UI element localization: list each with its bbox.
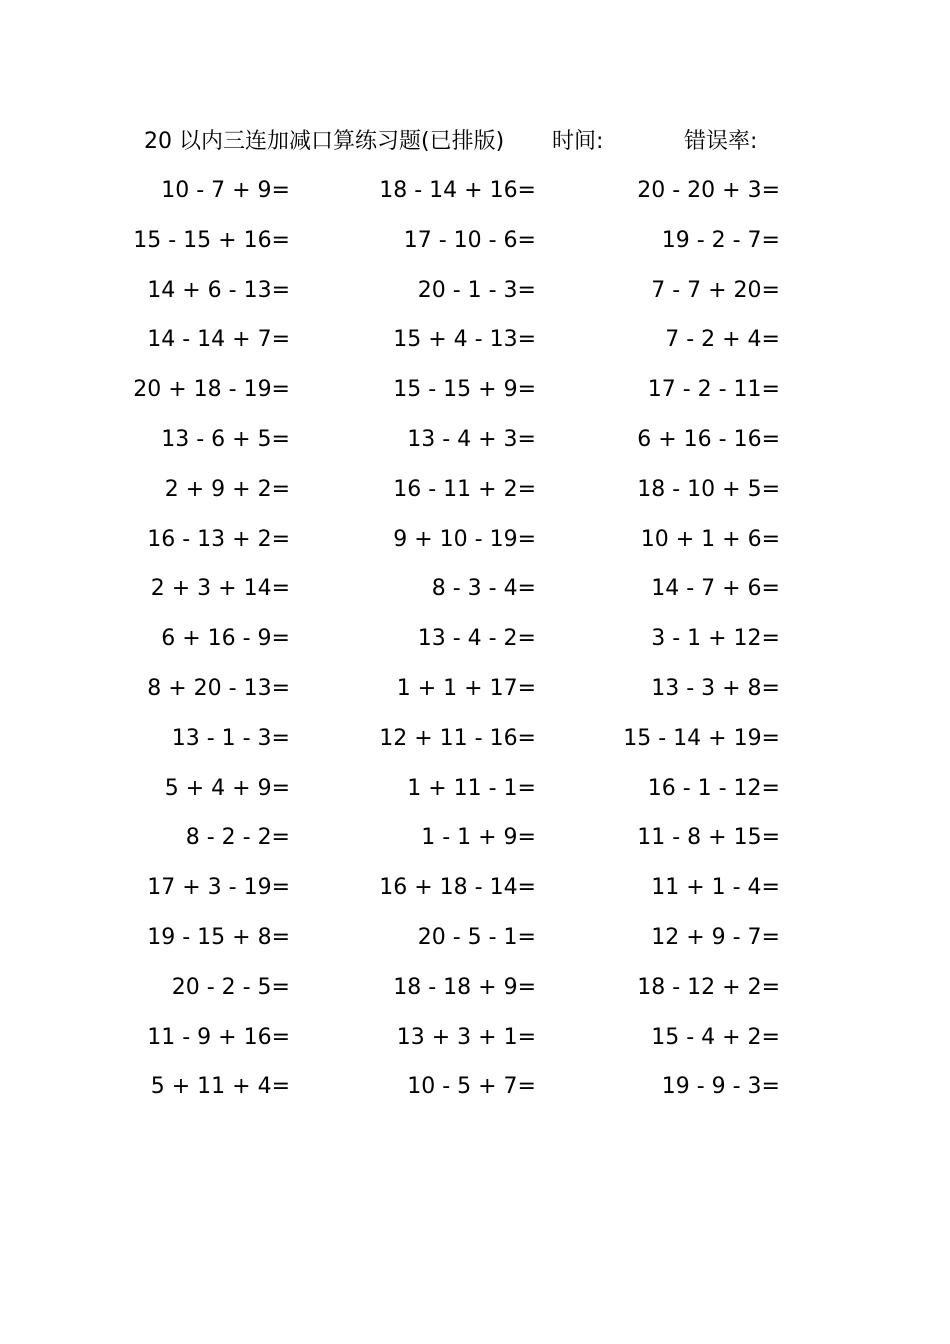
worksheet-header — [0, 124, 950, 160]
problem-row — [0, 515, 950, 565]
problem-item: 7 - 2 + 4= — [665, 327, 780, 353]
problem-row — [0, 216, 950, 266]
problem-item: 20 - 1 - 3= — [417, 277, 536, 303]
problem-item: 17 - 10 - 6= — [403, 227, 536, 253]
problem-row — [0, 1013, 950, 1063]
problem-item: 20 - 5 - 1= — [417, 924, 536, 950]
problem-item: 19 - 15 + 8= — [147, 924, 290, 950]
problem-item: 8 + 20 - 13= — [147, 675, 290, 701]
problem-item: 5 + 4 + 9= — [164, 775, 290, 801]
problem-row — [0, 365, 950, 415]
problem-item: 14 + 6 - 13= — [147, 277, 290, 303]
problem-item: 11 - 9 + 16= — [147, 1024, 290, 1050]
problem-item: 5 + 11 + 4= — [150, 1074, 290, 1100]
problem-row — [0, 1062, 950, 1112]
problem-item: 14 - 7 + 6= — [651, 576, 780, 602]
problem-item: 16 + 18 - 14= — [379, 875, 536, 901]
problem-item: 15 - 15 + 16= — [133, 227, 290, 253]
problem-row — [0, 764, 950, 814]
problem-item: 18 - 14 + 16= — [379, 178, 536, 203]
error-rate-label: 错误率: — [684, 129, 758, 154]
problem-item: 15 - 15 + 9= — [393, 377, 536, 403]
problem-item: 6 + 16 - 16= — [637, 426, 780, 452]
problem-item: 12 + 9 - 7= — [651, 924, 780, 950]
problem-row — [0, 415, 950, 465]
problem-grid — [0, 166, 950, 1112]
problem-item: 18 - 10 + 5= — [637, 476, 780, 502]
problem-row — [0, 315, 950, 365]
problem-row — [0, 266, 950, 316]
problem-item: 8 - 2 - 2= — [185, 825, 290, 851]
problem-item: 6 + 16 - 9= — [161, 626, 290, 652]
problem-row — [0, 664, 950, 714]
problem-item: 19 - 9 - 3= — [661, 1074, 780, 1100]
problem-item: 7 - 7 + 20= — [651, 277, 780, 303]
problem-item: 15 + 4 - 13= — [393, 327, 536, 353]
problem-item: 13 - 4 + 3= — [407, 426, 536, 452]
problem-item: 18 - 12 + 2= — [637, 974, 780, 1000]
problem-item: 20 - 20 + 3= — [637, 178, 780, 203]
problem-item: 2 + 3 + 14= — [150, 576, 290, 602]
problem-item: 1 + 11 - 1= — [407, 775, 536, 801]
problem-item: 16 - 11 + 2= — [393, 476, 536, 502]
problem-item: 16 - 13 + 2= — [147, 526, 290, 552]
problem-item: 10 - 7 + 9= — [161, 178, 290, 203]
problem-item: 13 - 6 + 5= — [161, 426, 290, 452]
problem-item: 16 - 1 - 12= — [647, 775, 780, 801]
problem-item: 8 - 3 - 4= — [431, 576, 536, 602]
problem-item: 13 - 3 + 8= — [651, 675, 780, 701]
problem-row — [0, 714, 950, 764]
problem-row — [0, 614, 950, 664]
problem-item: 13 - 1 - 3= — [171, 725, 290, 751]
problem-item: 10 - 5 + 7= — [407, 1074, 536, 1100]
problem-item: 11 + 1 - 4= — [651, 875, 780, 901]
problem-item: 13 - 4 - 2= — [417, 626, 536, 652]
problem-item: 3 - 1 + 12= — [651, 626, 780, 652]
problem-item: 18 - 18 + 9= — [393, 974, 536, 1000]
problem-item: 9 + 10 - 19= — [393, 526, 536, 552]
problem-row — [0, 863, 950, 913]
time-label: 时间: — [552, 129, 604, 154]
problem-item: 15 - 4 + 2= — [651, 1024, 780, 1050]
problem-row — [0, 813, 950, 863]
problem-item: 13 + 3 + 1= — [396, 1024, 536, 1050]
problem-item: 14 - 14 + 7= — [147, 327, 290, 353]
problem-item: 17 - 2 - 11= — [647, 377, 780, 403]
problem-row — [0, 564, 950, 614]
problem-row — [0, 913, 950, 963]
problem-item: 12 + 11 - 16= — [379, 725, 536, 751]
problem-item: 20 + 18 - 19= — [133, 377, 290, 403]
problem-item: 20 - 2 - 5= — [171, 974, 290, 1000]
worksheet-title: 20 以内三连加减口算练习题(已排版) — [144, 129, 505, 154]
problem-item: 1 + 1 + 17= — [396, 675, 536, 701]
problem-item: 19 - 2 - 7= — [661, 227, 780, 253]
problem-item: 11 - 8 + 15= — [637, 825, 780, 851]
problem-row — [0, 963, 950, 1013]
problem-item: 15 - 14 + 19= — [623, 725, 780, 751]
problem-item: 10 + 1 + 6= — [640, 526, 780, 552]
problem-item: 17 + 3 - 19= — [147, 875, 290, 901]
problem-row — [0, 166, 950, 216]
problem-item: 2 + 9 + 2= — [164, 476, 290, 502]
problem-item: 1 - 1 + 9= — [421, 825, 536, 851]
problem-row — [0, 465, 950, 515]
